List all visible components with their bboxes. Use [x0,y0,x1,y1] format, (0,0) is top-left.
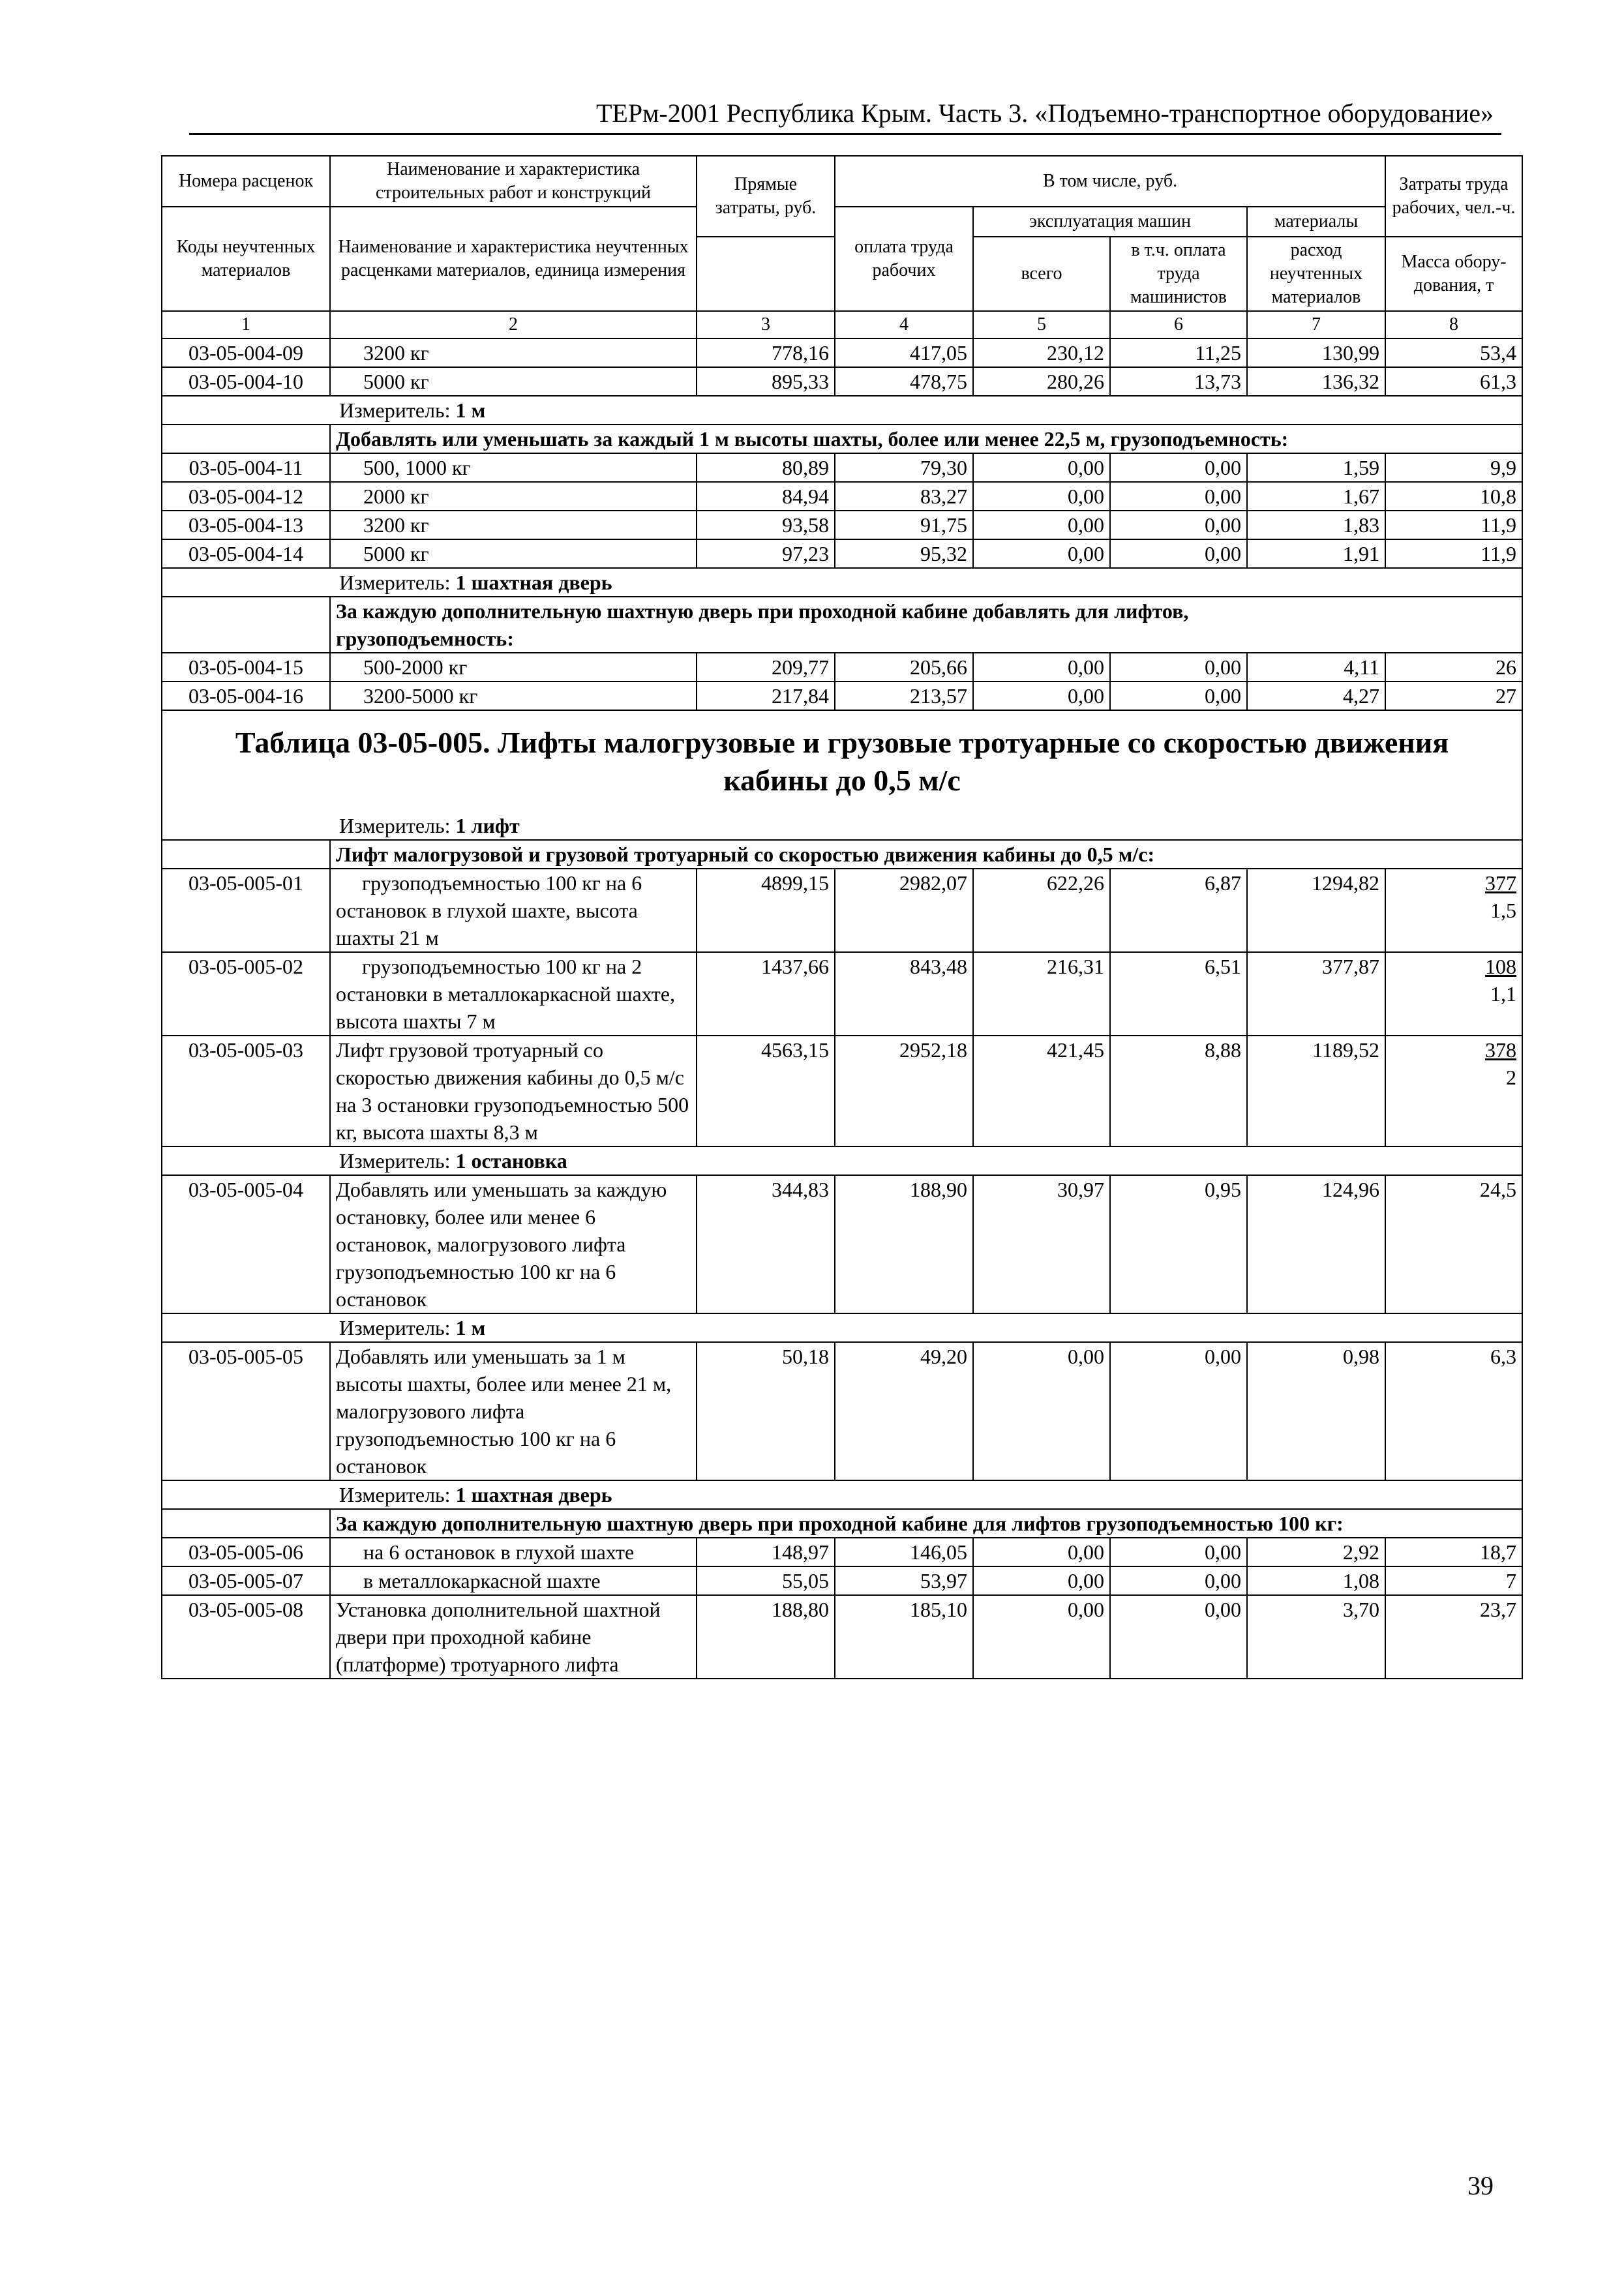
measure-row [162,568,1522,597]
col-number: 3 [697,311,835,338]
machinists-cost: 0,00 [1110,482,1247,511]
labor-hours: 378 [1485,1038,1517,1062]
labor-cost: 205,66 [835,653,973,681]
machines-cost: 0,00 [973,482,1110,511]
rate-code: 03-05-004-12 [162,482,330,511]
direct-cost: 344,83 [697,1175,835,1313]
direct-cost: 93,58 [697,511,835,539]
head-col8-bottom: Масса обору-дования, т [1385,237,1522,311]
rate-code: 03-05-004-14 [162,539,330,568]
labor-cost: 146,05 [835,1538,973,1566]
labor-cost: 2982,07 [835,869,973,952]
measure-value: 1 остановка [455,1149,567,1173]
materials-cost: 2,92 [1247,1538,1385,1566]
direct-cost: 84,94 [697,482,835,511]
table-title [162,711,1522,800]
machinists-cost: 6,51 [1110,952,1247,1036]
direct-cost: 97,23 [697,539,835,568]
measure-row [162,812,1522,840]
rate-code: 03-05-005-06 [162,1538,330,1566]
col-number: 7 [1247,311,1385,338]
head-group: В том числе, руб. [835,156,1385,207]
measure-label: Измеритель: [339,1149,451,1173]
head-col6: в т.ч. оплата труда машинистов [1110,237,1247,311]
table-row [162,653,1522,681]
rate-name: 3200 кг [330,338,697,367]
labor-cost: 79,30 [835,453,973,482]
materials-cost: 4,27 [1247,681,1385,710]
materials-cost: 1,91 [1247,539,1385,568]
section-heading: За каждую дополнительную шахтную дверь при проходной кабине для лифтов грузоподъемностью 100 кг: [330,1509,1522,1538]
col-number: 8 [1385,311,1522,338]
machinists-cost: 0,00 [1110,1342,1247,1480]
table-row [162,952,1522,1036]
rate-name: грузоподъемностью 100 кг на 2 остановки в металлокаркасной шахте, высота шахты 7 м [330,952,697,1036]
table-row [162,367,1522,396]
machinists-cost: 0,00 [1110,653,1247,681]
table-row [162,1342,1522,1480]
measure-label: Измеритель: [339,814,451,837]
head-col5: всего [973,237,1110,311]
machines-cost: 0,00 [973,681,1110,710]
machinists-cost: 0,00 [1110,1566,1247,1595]
machines-cost: 0,00 [973,1566,1110,1595]
machinists-cost: 8,88 [1110,1036,1247,1146]
measure-row [162,1313,1522,1342]
machines-cost: 216,31 [973,952,1110,1036]
rate-name: 5000 кг [330,539,697,568]
direct-cost: 80,89 [697,453,835,482]
equipment-mass: 2 [1506,1066,1517,1089]
head-materials: материалы [1247,207,1385,237]
rate-name: 5000 кг [330,367,697,396]
head-col3: Прямые затраты, руб. [697,156,835,237]
rate-name: на 6 остановок в глухой шахте [330,1538,697,1566]
materials-cost: 1,59 [1247,453,1385,482]
machinists-cost: 0,95 [1110,1175,1247,1313]
direct-cost: 188,80 [697,1595,835,1679]
rate-name: 500, 1000 кг [330,453,697,482]
machines-cost: 30,97 [973,1175,1110,1313]
rate-name: Добавлять или уменьшать за каждую остановку, более или менее 6 остановок, малогрузового лифта грузоподъемностью 100 кг на 6 остановок [330,1175,697,1313]
rate-name: Лифт грузовой тротуарный со скоростью движения кабины до 0,5 м/с на 3 остановки грузоподъемностью 500 кг, высота шахты 8,3 м [330,1036,697,1146]
machines-cost: 0,00 [973,1342,1110,1480]
rate-code: 03-05-004-13 [162,511,330,539]
labor-cost: 188,90 [835,1175,973,1313]
header-rule [189,133,1501,135]
labor-hours: 24,5 [1385,1175,1522,1313]
table-row [162,869,1522,952]
materials-cost: 1294,82 [1247,869,1385,952]
measure-value: 1 шахтная дверь [455,1483,612,1506]
labor-hours: 11,9 [1385,511,1522,539]
measure-label: Измеритель: [339,1483,451,1506]
page-number: 39 [1467,2171,1494,2200]
direct-cost: 1437,66 [697,952,835,1036]
head-col2-top: Наименование и характеристика строительных работ и конструкций [330,156,697,207]
rate-name: 3200-5000 кг [330,681,697,710]
labor-hours: 108 [1485,955,1517,978]
table-row [162,681,1522,710]
labor-cost: 2952,18 [835,1036,973,1146]
labor-hours: 11,9 [1385,539,1522,568]
materials-cost: 1189,52 [1247,1036,1385,1146]
col-number: 5 [973,311,1110,338]
rate-name: в металлокаркасной шахте [330,1566,697,1595]
labor-cost: 83,27 [835,482,973,511]
rate-name: 2000 кг [330,482,697,511]
rate-code: 03-05-004-09 [162,338,330,367]
labor-hours-mass [1385,1036,1522,1146]
machinists-cost: 11,25 [1110,338,1247,367]
equipment-mass: 1,1 [1490,982,1517,1006]
measure-value: 1 лифт [455,814,520,837]
labor-cost: 478,75 [835,367,973,396]
machinists-cost: 0,00 [1110,1595,1247,1679]
machines-cost: 622,26 [973,869,1110,952]
rate-name: 500-2000 кг [330,653,697,681]
direct-cost: 50,18 [697,1342,835,1480]
table-title-line1: Таблица 03-05-005. Лифты малогрузовые и грузовые тротуарные со скоростью движения [235,726,1449,759]
rate-name: Установка дополнительной шахтной двери при проходной кабине (платформе) тротуарного лифта [330,1595,697,1679]
table-row [162,1566,1522,1595]
table-row [162,511,1522,539]
measure-label: Измеритель: [339,1316,451,1339]
direct-cost: 148,97 [697,1538,835,1566]
labor-cost: 91,75 [835,511,973,539]
table-title-line2: кабины до 0,5 м/с [723,764,961,797]
rate-name: грузоподъемностью 100 кг на 6 остановок в глухой шахте, высота шахты 21 м [330,869,697,952]
head-col8-top: Затраты труда рабочих, чел.-ч. [1385,156,1522,237]
labor-hours: 10,8 [1385,482,1522,511]
direct-cost: 4899,15 [697,869,835,952]
machines-cost: 280,26 [973,367,1110,396]
direct-cost: 778,16 [697,338,835,367]
direct-cost: 209,77 [697,653,835,681]
rate-code: 03-05-004-10 [162,367,330,396]
machines-cost: 0,00 [973,653,1110,681]
labor-hours: 27 [1385,681,1522,710]
materials-cost: 1,67 [1247,482,1385,511]
head-col7: расход неучтенных материалов [1247,237,1385,311]
direct-cost: 217,84 [697,681,835,710]
col-number: 6 [1110,311,1247,338]
rate-code: 03-05-005-04 [162,1175,330,1313]
machines-cost: 0,00 [973,453,1110,482]
machinists-cost: 0,00 [1110,681,1247,710]
labor-cost: 53,97 [835,1566,973,1595]
table-row [162,453,1522,482]
labor-hours: 9,9 [1385,453,1522,482]
running-header: ТЕРм-2001 Республика Крым. Часть 3. «Подъемно-транспортное оборудование» [595,98,1494,128]
machinists-cost: 0,00 [1110,453,1247,482]
labor-hours: 61,3 [1385,367,1522,396]
machinists-cost: 13,73 [1110,367,1247,396]
table-row [162,539,1522,568]
labor-cost: 49,20 [835,1342,973,1480]
labor-hours: 6,3 [1385,1342,1522,1480]
table-row [162,1175,1522,1313]
direct-cost: 55,05 [697,1566,835,1595]
table-row [162,1595,1522,1679]
table-row [162,338,1522,367]
machines-cost: 0,00 [973,539,1110,568]
materials-cost: 377,87 [1247,952,1385,1036]
machines-cost: 0,00 [973,511,1110,539]
section-heading: Добавлять или уменьшать за каждый 1 м высоты шахты, более или менее 22,5 м, грузоподъемность: [330,425,1522,453]
section-heading-row [162,1509,1522,1538]
labor-cost: 843,48 [835,952,973,1036]
materials-cost: 3,70 [1247,1595,1385,1679]
rate-name: Добавлять или уменьшать за 1 м высоты шахты, более или менее 21 м, малогрузового лифта грузоподъемностью 100 кг на 6 остановок [330,1342,697,1480]
head-col1-bottom: Коды неучтенных материалов [162,207,330,311]
head-col2-bottom: Наименование и характеристика неучтенных расценками материалов, единица измерения [330,207,697,311]
table-row [162,1538,1522,1566]
labor-hours: 377 [1485,871,1517,895]
col-number: 1 [162,311,330,338]
head-machines: эксплуатация машин [973,207,1247,237]
labor-cost: 95,32 [835,539,973,568]
rate-code: 03-05-005-08 [162,1595,330,1679]
col-number: 2 [330,311,697,338]
direct-cost: 895,33 [697,367,835,396]
machinists-cost: 6,87 [1110,869,1247,952]
measure-value: 1 м [455,1316,486,1339]
section-heading: Лифт малогрузовой и грузовой тротуарный со скоростью движения кабины до 0,5 м/с: [330,840,1522,869]
measure-label: Измеритель: [339,571,451,594]
labor-cost: 213,57 [835,681,973,710]
rate-code: 03-05-004-16 [162,681,330,710]
materials-cost: 130,99 [1247,338,1385,367]
table-row [162,482,1522,511]
materials-cost: 1,08 [1247,1566,1385,1595]
machines-cost: 0,00 [973,1538,1110,1566]
measure-row [162,1146,1522,1175]
rate-code: 03-05-005-03 [162,1036,330,1146]
rates-table-1 [161,155,1523,1679]
measure-value: 1 м [455,398,486,422]
equipment-mass: 1,5 [1490,899,1517,922]
materials-cost: 136,32 [1247,367,1385,396]
materials-cost: 4,11 [1247,653,1385,681]
rate-code: 03-05-004-15 [162,653,330,681]
materials-cost: 0,98 [1247,1342,1385,1480]
rate-code: 03-05-005-02 [162,952,330,1036]
measure-value: 1 шахтная дверь [455,571,612,594]
machines-cost: 230,12 [973,338,1110,367]
table-title-row [162,710,1522,812]
machinists-cost: 0,00 [1110,511,1247,539]
machinists-cost: 0,00 [1110,1538,1247,1566]
labor-hours: 53,4 [1385,338,1522,367]
machines-cost: 421,45 [973,1036,1110,1146]
labor-hours: 7 [1385,1566,1522,1595]
head-col4: оплата труда рабочих [835,207,973,311]
rate-code: 03-05-005-05 [162,1342,330,1480]
measure-label: Измеритель: [339,398,451,422]
labor-cost: 185,10 [835,1595,973,1679]
col-number: 4 [835,311,973,338]
rate-code: 03-05-004-11 [162,453,330,482]
measure-row [162,396,1522,425]
rate-code: 03-05-005-07 [162,1566,330,1595]
section-heading-row [162,840,1522,869]
head-col1-top: Номера расценок [162,156,330,207]
labor-hours: 26 [1385,653,1522,681]
direct-cost: 4563,15 [697,1036,835,1146]
section-heading-row [162,425,1522,453]
materials-cost: 124,96 [1247,1175,1385,1313]
labor-hours-mass [1385,869,1522,952]
section-heading: За каждую дополнительную шахтную дверь при проходной кабине добавлять для лифтов, грузоподъемность: [330,597,1522,653]
section-heading-row [162,597,1522,653]
labor-cost: 417,05 [835,338,973,367]
head-col3-cont [697,237,835,311]
labor-hours: 18,7 [1385,1538,1522,1566]
materials-cost: 1,83 [1247,511,1385,539]
machines-cost: 0,00 [973,1595,1110,1679]
machinists-cost: 0,00 [1110,539,1247,568]
measure-row [162,1480,1522,1509]
labor-hours: 23,7 [1385,1595,1522,1679]
table-row [162,1036,1522,1146]
labor-hours-mass [1385,952,1522,1036]
rate-code: 03-05-005-01 [162,869,330,952]
rate-name: 3200 кг [330,511,697,539]
